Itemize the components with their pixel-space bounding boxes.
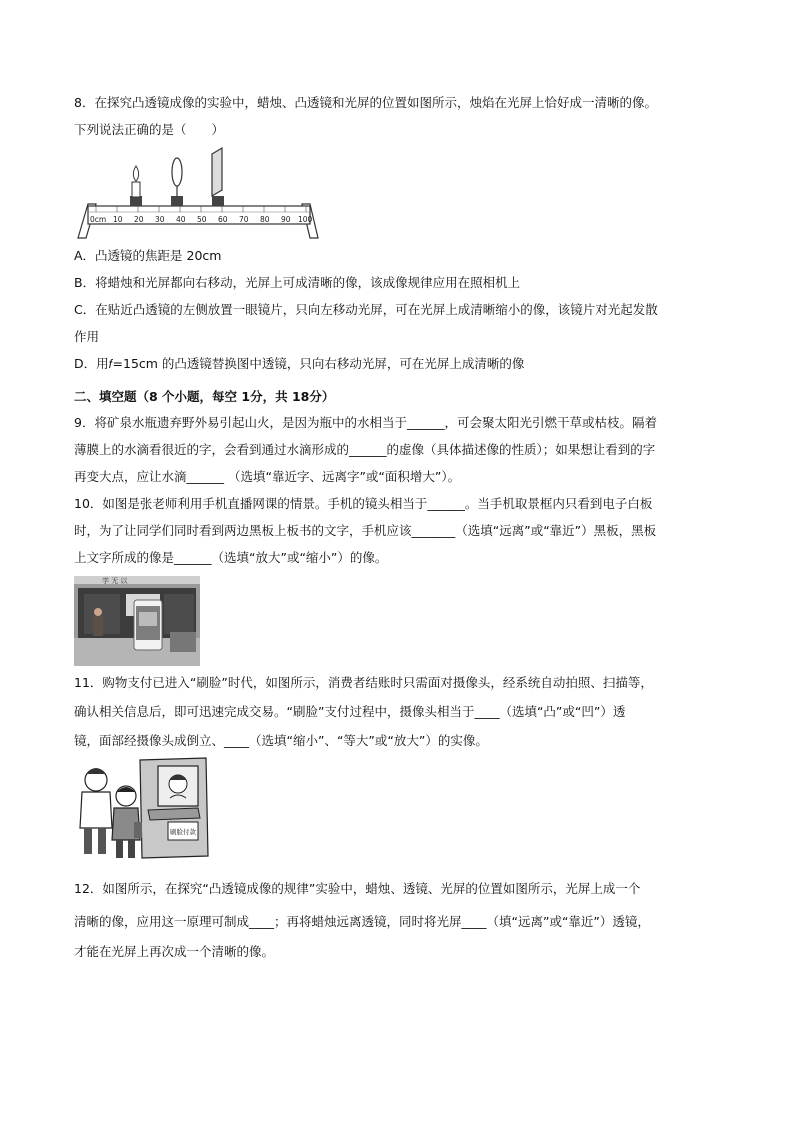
- ruler-tick-100: 100: [298, 215, 313, 224]
- section-heading: 二、填空题（8 个小题，每空 1分，共 18分）: [74, 389, 335, 404]
- q8-stem-line1: 8．在探究凸透镜成像的实验中，蜡烛、凸透镜和光屏的位置如图所示，烛焰在光屏上恰好成一清晰的像。: [74, 95, 657, 110]
- ruler-tick-30: 30: [155, 215, 165, 224]
- q9-line2: 薄膜上的水滴看很近的字，会看到通过水滴形成的______的虚像（具体描述像的性质）；如果想让看到的字: [74, 442, 656, 457]
- q9-line3: 再变大点，应让水滴______ （选填“靠近字、远离字”或“面积增大”）。: [74, 469, 461, 484]
- q8-stem-line2: 下列说法正确的是（ ）: [74, 122, 225, 137]
- ruler-tick-90: 90: [281, 215, 291, 224]
- q11-line1: 11．购物支付已进入“刷脸”时代，如图所示，消费者结账时只需面对摄像头，经系统自动拍照、扫描等，: [74, 675, 653, 690]
- q8-option-a: A．凸透镜的焦距是 20cm: [74, 248, 222, 263]
- q9-line1: 9．将矿泉水瓶遗弃野外易引起山火，是因为瓶中的水相当于______，可会聚太阳光引燃干草或枯枝。隔着: [74, 415, 657, 430]
- q10-line1: 10．如图是张老师利用手机直播网课的情景。手机的镜头相当于______。当手机取景框内只看到电子白板: [74, 496, 653, 511]
- classroom-photo: [74, 576, 200, 666]
- q12-line3: 才能在光屏上再次成一个清晰的像。: [74, 944, 275, 959]
- q8-option-c-line1: C．在贴近凸透镜的左侧放置一眼镜片，只向左移动光屏，可在光屏上成清晰缩小的像，该镜片对光起发散: [74, 302, 658, 317]
- ruler-tick-20: 20: [134, 215, 144, 224]
- kiosk-label: 刷脸付款: [170, 828, 196, 836]
- ruler-tick-70: 70: [239, 215, 249, 224]
- q12-line1: 12．如图所示，在探究“凸透镜成像的规律”实验中，蜡烛、透镜、光屏的位置如图所示，光屏上成一个: [74, 881, 641, 896]
- q11-line3: 镜，面部经摄像头成倒立、____（选填“缩小”、“等大”或“放大”）的实像。: [74, 733, 488, 748]
- q10-line3: 上文字所成的像是______（选填“放大”或“缩小”）的像。: [74, 550, 388, 565]
- q8-option-c-line2: 作用: [74, 329, 100, 344]
- optical-bench-figure: [74, 146, 322, 240]
- ruler-tick-10: 10: [113, 215, 123, 224]
- ruler-tick-80: 80: [260, 215, 270, 224]
- ruler-tick-0: 0cm: [90, 215, 107, 224]
- q8-option-b: B．将蜡烛和光屏都向右移动，光屏上可成清晰的像，该成像规律应用在照相机上: [74, 275, 521, 290]
- face-pay-illustration: [74, 756, 212, 862]
- ruler-tick-50: 50: [197, 215, 207, 224]
- banner-text: 学 无 以: [102, 577, 128, 585]
- ruler-tick-60: 60: [218, 215, 228, 224]
- q8-option-d: D．用𝑓=15cm 的凸透镜替换图中透镜，只向右移动光屏，可在光屏上成清晰的像: [74, 356, 525, 371]
- q12-line2: 清晰的像，应用这一原理可制成____；再将蜡烛远离透镜，同时将光屏____（填“远离”或“靠近”）透镜，: [74, 914, 650, 929]
- ruler-tick-40: 40: [176, 215, 186, 224]
- q10-line2: 时，为了让同学们同时看到两边黑板上板书的文字，手机应该_______（选填“远离”或“靠近”）黑板，黑板: [74, 523, 657, 538]
- q11-line2: 确认相关信息后，即可迅速完成交易。“刷脸”支付过程中，摄像头相当于____（选填“凸”或“凹”）透: [74, 704, 626, 719]
